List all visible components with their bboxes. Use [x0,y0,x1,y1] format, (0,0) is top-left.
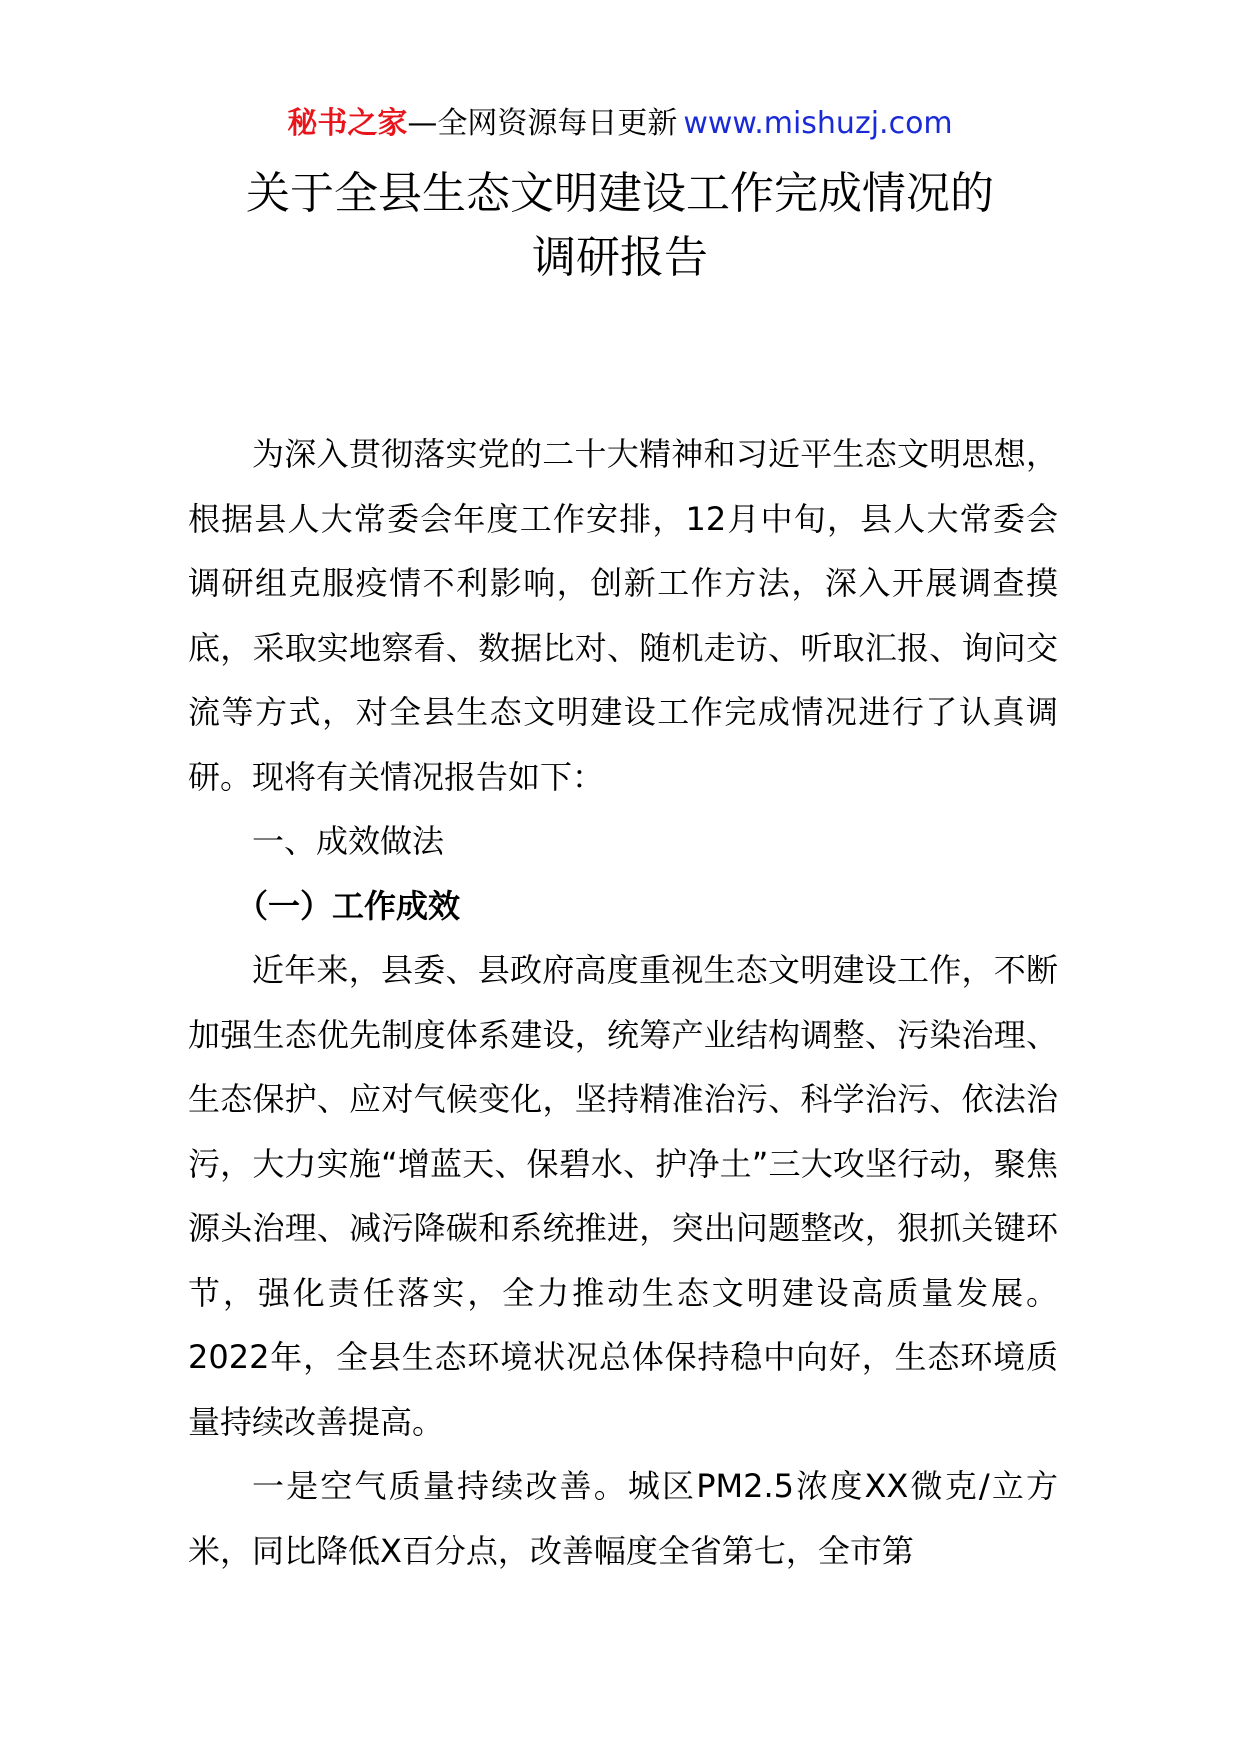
intro-paragraph: 为深入贯彻落实党的二十大精神和习近平生态文明思想，根据县人大常委会年度工作安排，12月中旬，县人大常委会调研组克服疫情不利影响，创新工作方法，深入开展调查摸底，采取实地察看、数据比对、随机走访、听取汇报、询问交流等方式，对全县生态文明建设工作完成情况进行了认真调研。现将有关情况报告如下： [188,435,1058,796]
watermark-header [0,104,1240,144]
document-title-line-1: 关于全县生态文明建设工作完成情况的 [246,168,994,219]
document-title [0,162,1240,290]
body-paragraph: 近年来，县委、县政府高度重视生态文明建设工作，不断加强生态优先制度体系建设，统筹产业结构调整、污染治理、生态保护、应对气候变化，坚持精准治污、科学治污、依法治污，大力实施“增蓝天、保碧水、护净土”三大攻坚行动，聚焦源头治理、减污降碳和系统推进，突出问题整改，狠抓关键环节，强化责任落实，全力推动生态文明建设高质量发展。2022年，全县生态环境状况总体保持稳中向好，生态环境质量持续改善提高。 [188,951,1058,1441]
site-url-link[interactable]: www.mishuzj.com [683,106,953,141]
header-slogan: —全网资源每日更新 [407,106,678,141]
brand-name: 秘书之家 [287,106,408,141]
subsection-heading-text: （一）工作成效 [236,886,461,925]
section-heading: 一、成效做法 [252,822,445,860]
subsection-heading [188,874,1058,939]
document-body [188,422,1058,1583]
document-title-line-2: 调研报告 [532,232,708,283]
body-paragraph-air-quality: 一是空气质量持续改善。城区PM2.5浓度XX微克/立方米，同比降低X百分点，改善幅度全省第七，全市第 [188,1467,1058,1570]
